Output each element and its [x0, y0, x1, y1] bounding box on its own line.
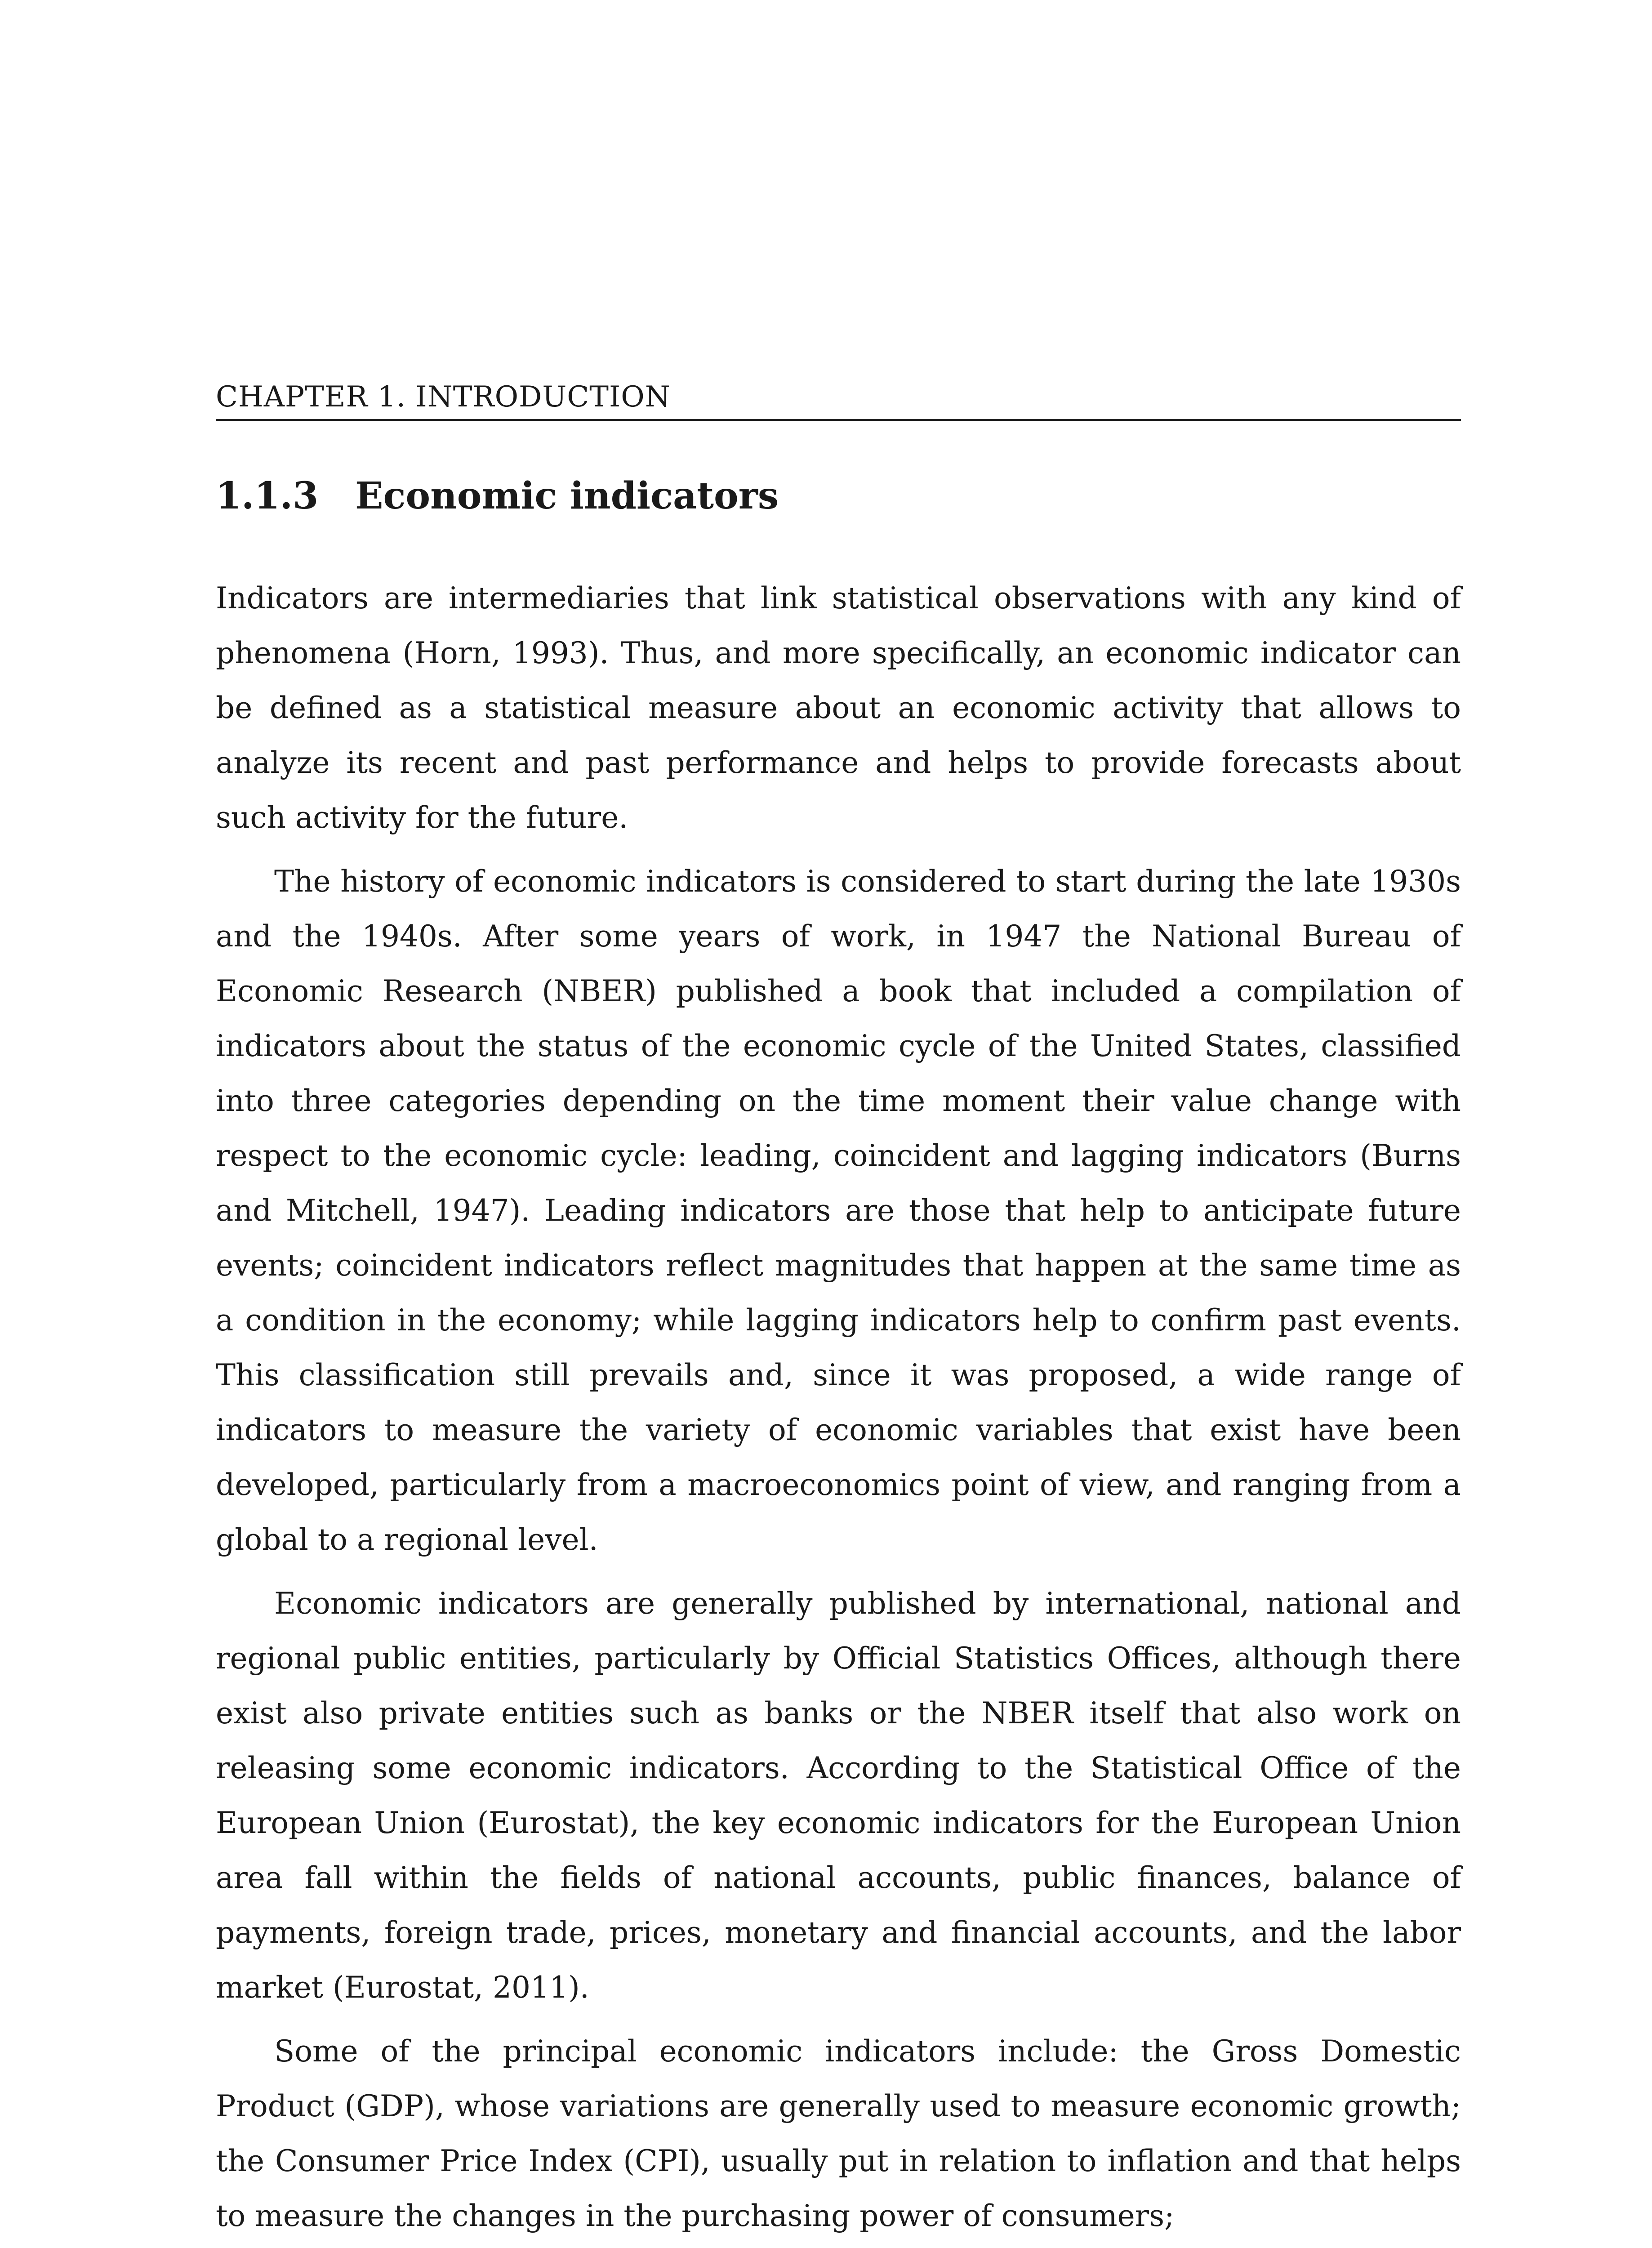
paragraph-1: Indicators are intermediaries that link statistical observations with any kind of phenomena (Horn, 1993). Thus, and more specifically, an economic indicator can be defined as a statistical measure about an economic activity that allows to analyze its recent and past performance and helps to provide forecasts about such activity for the future. — [216, 581, 1461, 835]
running-header-title: CHAPTER 1. INTRODUCTION — [216, 380, 671, 414]
paragraph-2: The history of economic indicators is considered to start during the late 1930s and the 1940s. After some years of work, in 1947 the National Bureau of Economic Research (NBER) published a book that included a compilation of indicators about the status of the economic cycle of the United States, classified into three categories depending on the time moment their value change with respect to the economic cycle: leading, coincident and lagging indicators (Burns and Mitchell, 1947). Leading indicators are those that help to anticipate future events; coincident indicators reflect magnitudes that happen at the same time as a condition in the economy; while lagging indicators help to confirm past events. This classification still prevails and, since it was proposed, a wide range of indicators to measure the variety of economic variables that exist have been developed, particularly from a macroeconomics point of view, and ranging from a global to a regional level. — [216, 864, 1461, 1557]
section-number: 1.1.3 — [216, 474, 319, 517]
section-heading — [216, 471, 1461, 521]
running-header — [216, 377, 1461, 421]
paragraph-4: Some of the principal economic indicators include: the Gross Domestic Product (GDP), whose variations are generally used to measure economic growth; the Consumer Price Index (CPI), usually put in relation to inflation and that helps to measure the changes in the purchasing power of consumers; — [216, 2034, 1461, 2233]
paragraph-3: Economic indicators are generally published by international, national and regional public entities, particularly by Official Statistics Offices, although there exist also private entities such as banks or the NBER itself that also work on releasing some economic indicators. According to the Statistical Office of the European Union (Eurostat), the key economic indicators for the European Union area fall within the fields of national accounts, public finances, balance of payments, foreign trade, prices, monetary and financial accounts, and the labor market (Eurostat, 2011). — [216, 1586, 1461, 2005]
body-text — [216, 571, 1461, 2248]
section-title: Economic indicators — [355, 474, 779, 517]
